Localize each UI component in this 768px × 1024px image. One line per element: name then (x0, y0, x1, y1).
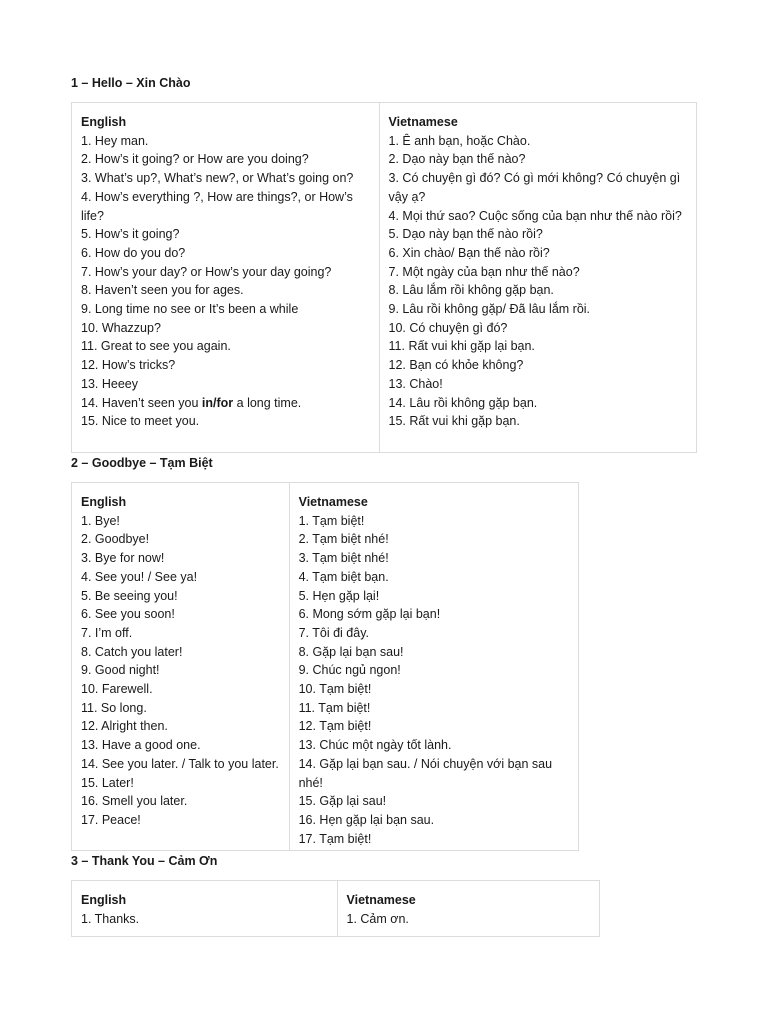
vietnamese-phrase: 8. Gặp lại bạn sau! (298, 644, 404, 659)
english-phrase: 10. Farewell. (81, 682, 153, 697)
english-phrase: 6. How do you do? (81, 245, 186, 260)
vietnamese-phrase: 7. Một ngày của bạn như thế nào? (388, 264, 580, 279)
english-phrase: 9. Long time no see or It’s been a while (81, 302, 299, 317)
vietnamese-phrase: 12. Tạm biệt! (298, 719, 372, 734)
vietnamese-phrase: 6. Mong sớm gặp lại bạn! (298, 607, 441, 622)
vietnamese-phrase: 2. Dạo này bạn thế nào? (388, 152, 526, 167)
vietnamese-phrase: 5. Hẹn gặp lại! (298, 588, 380, 603)
english-phrase: 5. How’s it going? (81, 227, 180, 242)
english-phrase: 9. Good night! (81, 663, 160, 678)
vietnamese-phrase: 14. Gặp lại bạn sau. / Nói chuyện với bạn sau nhé! (298, 756, 553, 790)
vietnamese-phrase: 14. Lâu rồi không gặp bạn. (388, 395, 538, 410)
english-phrase: 12. How’s tricks? (81, 358, 176, 373)
vietnamese-phrase: 13. Chúc một ngày tốt lành. (298, 738, 452, 753)
section-heading-hello: 1 – Hello – Xin Chào (71, 76, 191, 90)
english-phrase: 10. Whazzup? (81, 320, 161, 335)
english-phrase: 11. So long. (81, 700, 147, 715)
vietnamese-phrase: 9. Chúc ngủ ngon! (298, 663, 401, 678)
vietnamese-phrase: 4. Tạm biệt bạn. (298, 569, 389, 584)
column-header-english: English (81, 495, 127, 509)
english-phrase: 16. Smell you later. (81, 794, 188, 809)
english-phrase: 3. Bye for now! (81, 551, 165, 566)
column-header-vietnamese: Vietnamese (298, 495, 368, 509)
english-phrase: 2. Goodbye! (81, 532, 150, 547)
vietnamese-phrase: 1. Ê anh bạn, hoặc Chào. (388, 133, 531, 148)
english-phrase: 12. Alright then. (81, 719, 168, 734)
vietnamese-phrase: 17. Tạm biệt! (298, 831, 372, 846)
column-header-english: English (81, 115, 127, 129)
english-phrase: 14. See you later. / Talk to you later. (81, 756, 279, 771)
vietnamese-phrase: 3. Tạm biệt nhé! (298, 551, 389, 566)
vietnamese-phrase: 2. Tạm biệt nhé! (298, 532, 389, 547)
english-phrase: 13. Heeey (81, 376, 138, 391)
english-phrase: 13. Have a good one. (81, 738, 201, 753)
column-header-vietnamese: Vietnamese (346, 893, 416, 907)
vietnamese-phrase: 16. Hẹn gặp lại bạn sau. (298, 812, 435, 827)
english-phrase: 1. Hey man. (81, 133, 149, 148)
vietnamese-phrase: 3. Có chuyện gì đó? Có gì mới không? Có chuyện gì vậy ạ? (388, 171, 681, 204)
english-phrase: 5. Be seeing you! (81, 588, 178, 603)
english-phrase: 8. Haven’t seen you for ages. (81, 283, 244, 298)
vietnamese-column (289, 483, 578, 850)
english-phrase: 1. Bye! (81, 513, 120, 528)
column-header-vietnamese: Vietnamese (388, 115, 458, 129)
vietnamese-phrase: 15. Rất vui khi gặp bạn. (388, 414, 520, 429)
vietnamese-phrase: 5. Dạo này bạn thế nào rồi? (388, 227, 543, 242)
vietnamese-phrase: 4. Mọi thứ sao? Cuộc sống của bạn như thế nào rồi? (388, 208, 682, 223)
english-column (72, 881, 337, 936)
english-phrase: 7. I’m off. (81, 625, 133, 640)
english-phrase: 7. How’s your day? or How’s your day going? (81, 264, 332, 279)
english-phrase: 6. See you soon! (81, 607, 175, 622)
english-phrase: 8. Catch you later! (81, 644, 183, 659)
english-phrase: 4. See you! / See ya! (81, 569, 198, 584)
english-phrase: 15. Later! (81, 775, 134, 790)
vietnamese-phrase: 8. Lâu lắm rồi không gặp bạn. (388, 283, 554, 298)
english-phrase: 17. Peace! (81, 812, 141, 827)
english-phrase: 15. Nice to meet you. (81, 414, 200, 429)
vietnamese-phrase: 15. Gặp lại sau! (298, 794, 387, 809)
vietnamese-phrase: 9. Lâu rồi không gặp/ Đã lâu lắm rồi. (388, 302, 591, 317)
english-phrase: 3. What’s up?, What’s new?, or What’s going on? (81, 171, 354, 186)
vietnamese-phrase: 6. Xin chào/ Bạn thế nào rồi? (388, 245, 550, 260)
english-column (72, 103, 379, 452)
vietnamese-phrase: 10. Có chuyện gì đó? (388, 320, 508, 335)
vietnamese-phrase: 13. Chào! (388, 376, 443, 391)
vietnamese-phrase: 7. Tôi đi đây. (298, 625, 369, 640)
section-heading-goodbye: 2 – Goodbye – Tạm Biệt (71, 456, 213, 470)
vietnamese-phrase: 11. Rất vui khi gặp lại bạn. (388, 339, 535, 354)
english-phrase: 1. Thanks. (81, 911, 140, 926)
english-column (72, 483, 289, 850)
english-phrase: 11. Great to see you again. (81, 339, 231, 354)
english-phrase: 2. How’s it going? or How are you doing? (81, 152, 309, 167)
vietnamese-phrase: 1. Tạm biệt! (298, 513, 365, 528)
column-header-english: English (81, 893, 127, 907)
phrase-table-goodbye (71, 482, 579, 851)
vietnamese-column (379, 103, 696, 452)
english-phrase: 14. Haven’t seen you in/for a long time. (81, 395, 302, 410)
phrase-table-thank-you (71, 880, 600, 937)
phrase-table-hello (71, 102, 697, 453)
vietnamese-column (337, 881, 600, 936)
vietnamese-phrase: 10. Tạm biệt! (298, 682, 372, 697)
vietnamese-phrase: 11. Tạm biệt! (298, 700, 371, 715)
vietnamese-phrase: 12. Bạn có khỏe không? (388, 358, 524, 373)
english-phrase: 4. How’s everything ?, How are things?, or How’s life? (81, 189, 353, 223)
section-heading-thank-you: 3 – Thank You – Cảm Ơn (71, 854, 218, 868)
vietnamese-phrase: 1. Cảm ơn. (346, 911, 409, 926)
